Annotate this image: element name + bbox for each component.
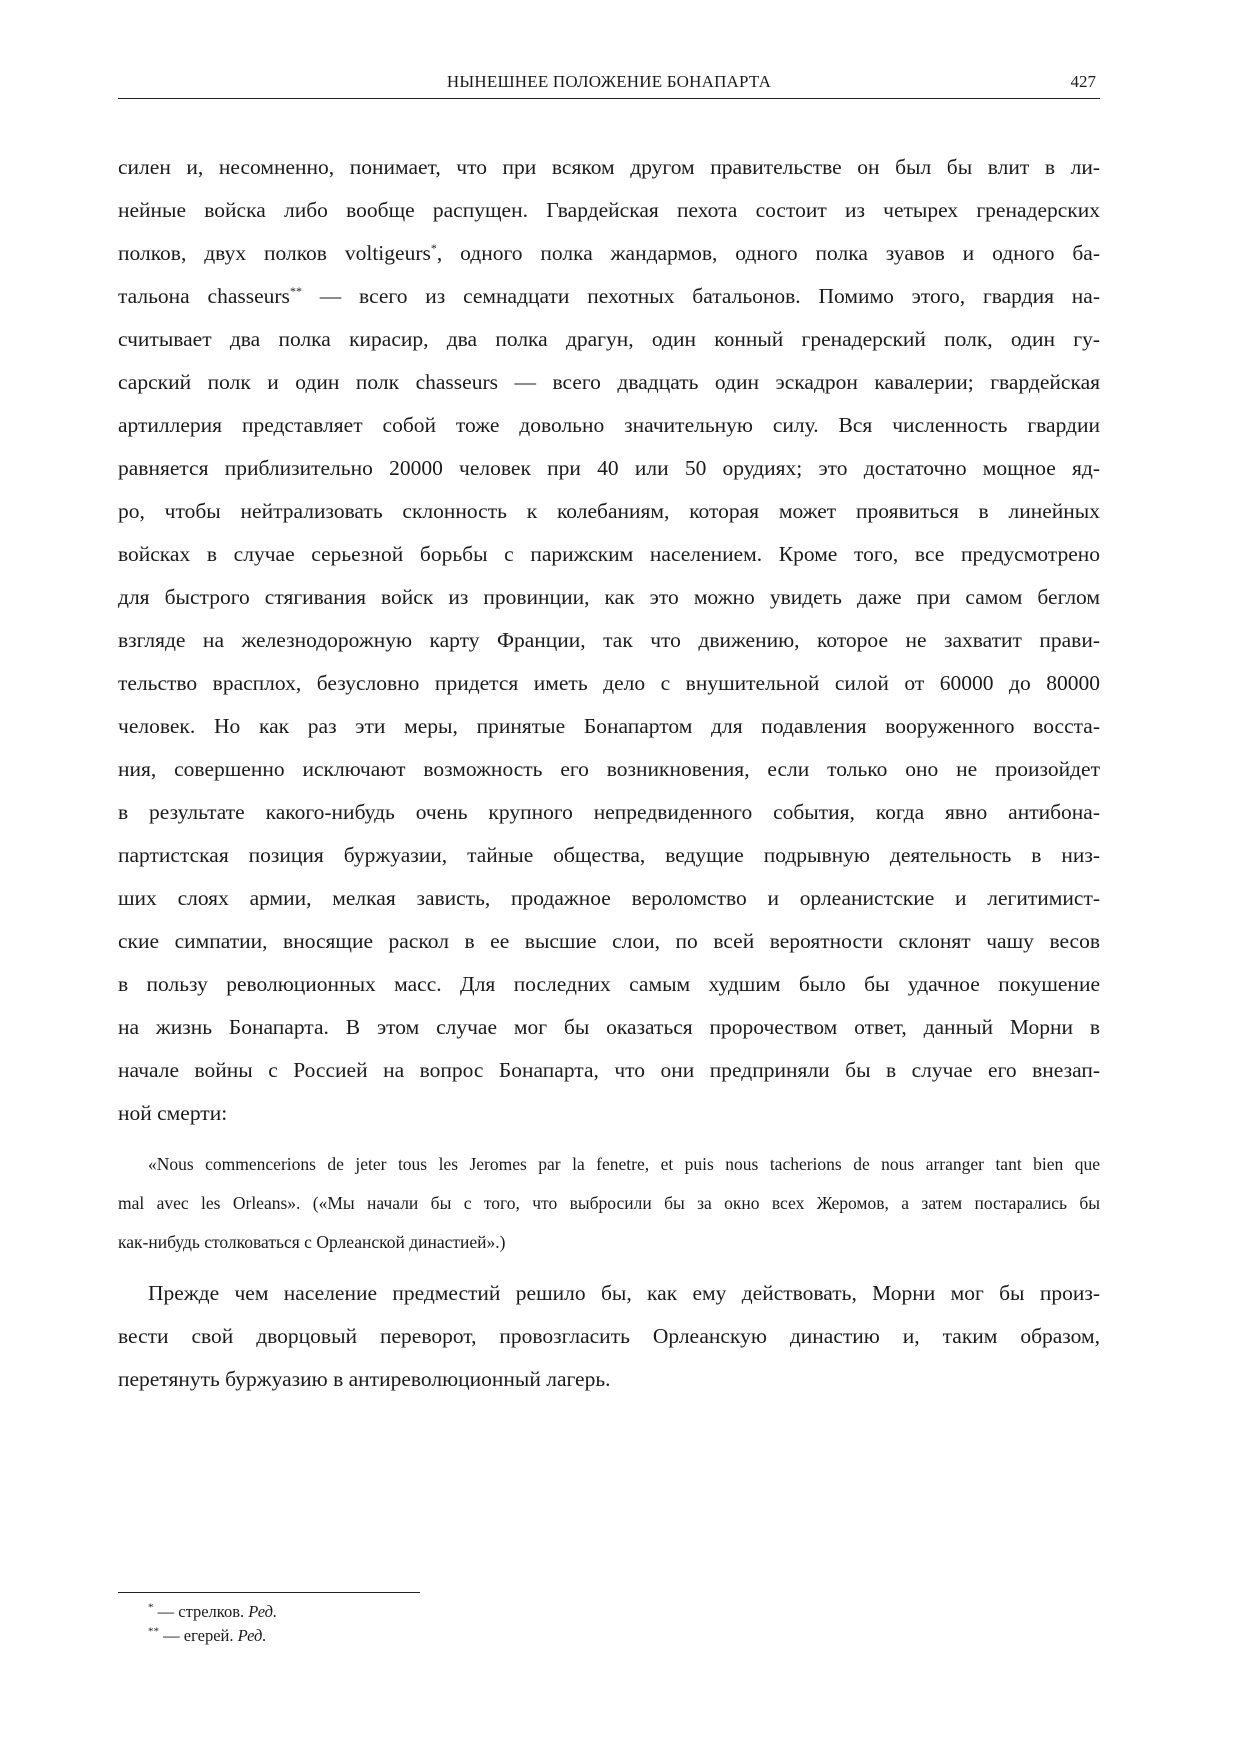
footnote-editor-mark: Ред. [237,1626,267,1645]
text-line: вести свой дворцовый переворот, провозгласить Орлеанскую династию и, таким образом, [118,1324,1100,1348]
text-line: партистская позиция буржуазии, тайные общества, ведущие подрывную деятельность в низ- [118,843,1100,867]
footnote-ref-2: ** [289,283,302,298]
footnote-1 [118,1600,718,1624]
line-segment: тальона chasseurs [118,284,290,308]
text-line: перетянуть буржуазию в антиреволюционный лагерь. [118,1367,611,1391]
text-line: равняется приблизительно 20000 человек при 40 или 50 орудиях; это достаточно мощное яд- [118,456,1100,480]
text-line: войсках в случае серьезной борьбы с парижским населением. Кроме того, все предусмотрено [118,542,1100,566]
block-quote [118,1145,1100,1262]
quote-line: mal avec les Orleans». («Мы начали бы с того, что выбросили бы за окно всех Жеромов, а затем постарались бы [118,1193,1100,1213]
text-line: Прежде чем население предместий решило бы, как ему действовать, Морни мог бы произ- [148,1281,1100,1305]
text-line [118,275,1100,318]
footnote-mark: * [148,1601,154,1614]
line-segment: , одного полка жандармов, одного полка зуавов и одного ба- [436,241,1100,265]
text-line: ро, чтобы нейтрализовать склонность к колебаниям, которая может проявиться в линейных [118,499,1100,523]
text-line: в пользу революционных масс. Для последних самым худшим было бы удачное покушение [118,972,1100,996]
text-line [118,232,1100,275]
text-line: сарский полк и один полк chasseurs — всего двадцать один эскадрон кавалерии; гвардейская [118,370,1100,394]
page-number: 427 [1070,72,1096,91]
quote-line: «Nous commencerions de jeter tous les Jeromes par la fenetre, et puis nous tacherions de nous arranger tant bien que [148,1154,1100,1174]
text-line: ские симпатии, вносящие раскол в ее высшие слои, по всей вероятности склонят чашу весов [118,929,1100,953]
footnote-text: — стрелков. [153,1602,249,1621]
text-line: в результате какого-нибудь очень крупного непредвиденного события, когда явно антибона- [118,800,1100,824]
footnote-mark: ** [148,1625,159,1638]
text-line: артиллерия представляет собой тоже довольно значительную силу. Вся численность гвардии [118,413,1100,437]
quote-line: как-нибудь столковаться с Орлеанской династией».) [118,1232,506,1252]
text-line: ной смерти: [118,1101,228,1125]
footnote-divider [118,1592,420,1593]
text-line: взгляде на железнодорожную карту Франции, так что движению, которое не захватит прави- [118,628,1100,652]
line-segment: — всего из семнадцати пехотных батальонов. Помимо этого, гвардия на- [301,284,1100,308]
text-line: считывает два полка кирасир, два полка драгун, один конный гренадерский полк, один гу- [118,327,1100,351]
line-segment: полков, двух полков voltigeurs [118,241,431,265]
footnotes [118,1600,718,1648]
text-line: силен и, несомненно, понимает, что при всяком другом правительстве он был бы влит в ли- [118,155,1100,179]
footnote-2 [118,1624,718,1648]
footnote-text: — егерей. [159,1626,238,1645]
text-line: для быстрого стягивания войск из провинции, как это можно увидеть даже при самом беглом [118,585,1100,609]
text-line: на жизнь Бонапарта. В этом случае мог бы оказаться пророчеством ответ, данный Морни в [118,1015,1100,1039]
text-line: ния, совершенно исключают возможность его возникновения, если только оно не произойдет [118,757,1100,781]
text-line: нейные войска либо вообще распущен. Гвардейская пехота состоит из четырех гренадерских [118,198,1100,222]
text-line: человек. Но как раз эти меры, принятые Бонапартом для подавления вооруженного восста- [118,714,1100,738]
running-title: НЫНЕШНЕЕ ПОЛОЖЕНИЕ БОНАПАРТА [446,72,772,91]
paragraph-2 [118,1272,1100,1401]
paragraph-1 [118,146,1100,1135]
text-line: начале войны с Россией на вопрос Бонапарта, что они предприняли бы в случае его внезап- [118,1058,1100,1082]
text-line: ших слоях армии, мелкая зависть, продажное вероломство и орлеанистские и легитимист- [118,886,1100,910]
footnote-editor-mark: Ред. [248,1602,278,1621]
running-header [118,70,1100,99]
footnote-ref-1: * [430,240,437,255]
text-line: тельство врасплох, безусловно придется иметь дело с внушительной силой от 60000 до 80000 [118,671,1100,695]
main-text [118,146,1100,1401]
